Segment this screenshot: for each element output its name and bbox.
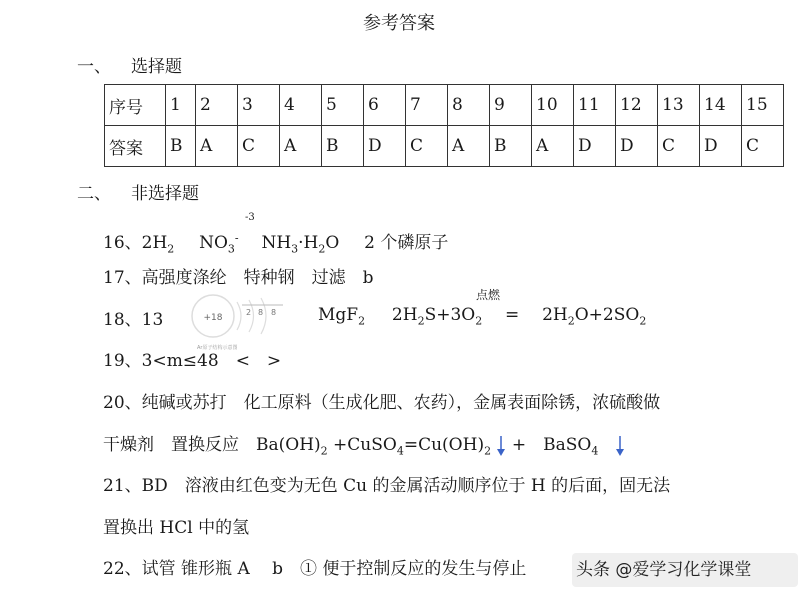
- section-1-label: 选择题: [131, 57, 182, 77]
- question-number-cell: 10: [532, 85, 574, 126]
- answer-21-line-2: 置换出 HCl 中的氢: [103, 518, 250, 538]
- section-1-heading: [77, 52, 182, 77]
- eq-right-sub: 2: [567, 314, 575, 328]
- answer-cell: C: [742, 126, 784, 167]
- q16-no3-sup: -: [234, 231, 239, 245]
- section-2-label: 非选择题: [131, 184, 199, 204]
- q16-2h2: 16、2H: [103, 233, 168, 253]
- q16-no3: NO: [199, 233, 228, 253]
- question-number-cell: 7: [406, 85, 448, 126]
- question-number-cell: 12: [616, 85, 658, 126]
- answer-cell: A: [196, 126, 238, 167]
- q20-s3: 2: [484, 444, 492, 458]
- q16-sub: 2: [167, 242, 175, 256]
- valence-mark: -3: [245, 212, 255, 223]
- question-number-cell: 2: [196, 85, 238, 126]
- shell-1-count: 2: [246, 308, 252, 317]
- answer-cell: C: [658, 126, 700, 167]
- answer-22: 22、试管 锥形瓶 A b ① 便于控制反应的发生与停止: [103, 559, 527, 579]
- q20-a: 干燥剂 置换反应 Ba(OH): [103, 435, 321, 455]
- eq-right: 2H: [542, 305, 568, 325]
- q16-h2o-rest: O: [325, 233, 340, 253]
- nucleus-charge: +18: [203, 313, 223, 323]
- eq-sign: =: [505, 305, 520, 325]
- question-number-cell: 14: [700, 85, 742, 126]
- answer-table: [104, 84, 784, 167]
- atom-caption: Ar原子结构示意图: [197, 345, 238, 350]
- answer-16: [103, 228, 448, 255]
- q16-no3-sub: 3: [227, 242, 235, 256]
- answer-cell: A: [532, 126, 574, 167]
- answer-17: 17、高强度涤纶 特种钢 过滤 b: [103, 268, 374, 288]
- q16-nh3-rest: ·H: [298, 233, 319, 253]
- answer-cell: C: [406, 126, 448, 167]
- table-answer-label: 答案: [105, 126, 166, 167]
- mgf2: MgF: [318, 305, 359, 325]
- answer-cell: B: [322, 126, 364, 167]
- question-number-cell: 11: [574, 85, 616, 126]
- question-number-cell: 3: [238, 85, 280, 126]
- answer-cell: D: [574, 126, 616, 167]
- question-number-cell: 6: [364, 85, 406, 126]
- table-row-numbers: [105, 85, 784, 126]
- q20-s2: 4: [396, 444, 404, 458]
- q20-b: +CuSO: [327, 435, 397, 455]
- table-row-answers: [105, 126, 784, 167]
- question-number-cell: 4: [280, 85, 322, 126]
- page-title: 参考答案: [363, 13, 435, 34]
- table-header-label: 序号: [105, 85, 166, 126]
- q20-c: =Cu(OH): [403, 435, 485, 455]
- precipitate-arrow-icon: [496, 435, 506, 457]
- answer-20-line-2: [103, 430, 625, 457]
- q20-d: + BaSO: [511, 435, 592, 455]
- q16-phosphorus: 2 个磷原子: [364, 233, 449, 253]
- question-number-cell: 8: [448, 85, 490, 126]
- question-number-cell: 15: [742, 85, 784, 126]
- shell-1: [237, 302, 241, 330]
- eq-left-sub2: 2: [475, 314, 483, 328]
- question-number-cell: 5: [322, 85, 364, 126]
- section-1-number: 一、: [77, 57, 111, 77]
- precipitate-arrow-icon: [615, 435, 625, 457]
- q16-h2o-sub: 2: [318, 242, 326, 256]
- answer-18-prefix: 18、13: [103, 310, 164, 330]
- answer-cell: B: [166, 126, 196, 167]
- answer-cell: D: [616, 126, 658, 167]
- answer-cell: C: [238, 126, 280, 167]
- q16-nh3: NH: [261, 233, 292, 253]
- question-number-cell: 1: [166, 85, 196, 126]
- eq-left-sub: 2: [417, 314, 425, 328]
- mgf2-sub: 2: [358, 314, 366, 328]
- answer-cell: A: [280, 126, 322, 167]
- answer-cell: D: [700, 126, 742, 167]
- atom-structure-diagram: [185, 294, 295, 350]
- question-number-cell: 9: [490, 85, 532, 126]
- answer-19: 19、3<m≤48 < >: [103, 351, 282, 371]
- eq-left-mid: S+3O: [424, 305, 476, 325]
- answer-18-formulas: [318, 305, 646, 327]
- eq-right-mid: O+2SO: [574, 305, 640, 325]
- answer-cell: A: [448, 126, 490, 167]
- q16-nh3-sub: 3: [291, 242, 299, 256]
- answer-21-line-1: 21、BD 溶液由红色变为无色 Cu 的金属活动顺序位于 H 的后面，固无法: [103, 476, 671, 496]
- eq-left: 2H: [391, 305, 418, 325]
- eq-right-sub2: 2: [639, 314, 647, 328]
- section-2-heading: [77, 179, 199, 204]
- shell-2-count: 8: [258, 308, 264, 317]
- shell-3-count: 8: [271, 308, 277, 317]
- answer-cell: D: [364, 126, 406, 167]
- answer-20-line-1: 20、纯碱或苏打 化工原料（生成化肥、农药），金属表面除锈，浓硫酸做: [103, 393, 661, 413]
- section-2-number: 二、: [77, 184, 111, 204]
- q20-s4: 4: [591, 444, 599, 458]
- q20-s1: 2: [320, 444, 328, 458]
- question-number-cell: 13: [658, 85, 700, 126]
- watermark: 头条 @爱学习化学课堂: [572, 553, 798, 587]
- reaction-condition: 点燃: [476, 288, 501, 302]
- answer-cell: B: [490, 126, 532, 167]
